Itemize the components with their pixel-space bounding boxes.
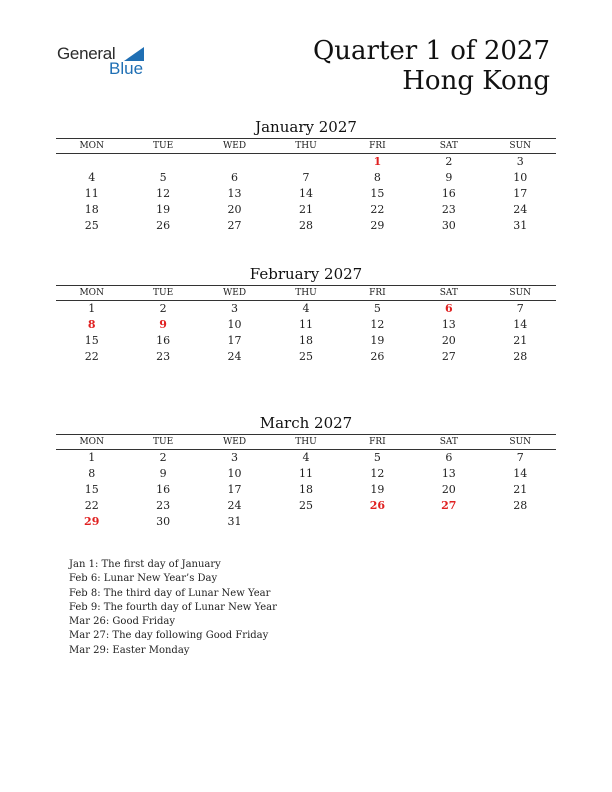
day-cell: 12 <box>370 318 385 331</box>
weekday-label: TUE <box>153 437 174 447</box>
day-cell <box>270 514 341 530</box>
holiday-day-cell: 6 <box>444 302 453 315</box>
week-row <box>56 317 556 333</box>
day-cell: 22 <box>84 499 99 512</box>
region-title: Hong Kong <box>402 66 550 96</box>
day-cell: 15 <box>84 483 99 496</box>
weekday-label: SAT <box>439 437 458 447</box>
day-cell: 4 <box>88 171 96 184</box>
logo-text-general: General <box>57 44 116 63</box>
day-cell: 7 <box>516 451 524 464</box>
weekday-label: THU <box>295 288 317 298</box>
weekday-label: FRI <box>369 437 386 447</box>
page-title <box>313 36 550 96</box>
weekday-label: SUN <box>509 437 532 447</box>
day-cell: 2 <box>445 155 453 168</box>
day-cell: 31 <box>227 515 242 528</box>
day-cell: 25 <box>298 350 313 363</box>
day-cell <box>199 154 270 170</box>
day-cell: 7 <box>516 302 524 315</box>
day-cell: 16 <box>441 187 456 200</box>
day-cell <box>56 154 127 170</box>
day-cell: 16 <box>156 334 171 347</box>
weekday-label: MON <box>79 288 104 298</box>
day-cell: 24 <box>227 499 242 512</box>
month-title: February 2027 <box>249 265 363 283</box>
weekday-label: WED <box>223 437 247 447</box>
month-march <box>56 413 556 530</box>
month-title: March 2027 <box>259 414 353 432</box>
weekday-label: THU <box>295 141 317 151</box>
day-cell: 12 <box>370 467 385 480</box>
day-cell: 13 <box>227 187 242 200</box>
holiday-day-cell: 9 <box>159 318 167 331</box>
weekday-label: SAT <box>439 288 458 298</box>
week-row <box>56 514 556 530</box>
day-cell: 6 <box>231 171 239 184</box>
holiday-day-cell: 26 <box>369 499 386 512</box>
day-cell: 21 <box>513 483 528 496</box>
day-cell: 2 <box>159 451 167 464</box>
day-cell: 3 <box>231 302 239 315</box>
day-cell: 12 <box>156 187 171 200</box>
week-row <box>56 466 556 482</box>
day-cell: 11 <box>84 187 99 200</box>
day-cell: 10 <box>227 318 242 331</box>
day-cell: 15 <box>370 187 385 200</box>
weekday-label: TUE <box>153 141 174 151</box>
day-cell: 24 <box>227 350 242 363</box>
weekday-label: SAT <box>439 141 458 151</box>
day-cell: 3 <box>231 451 239 464</box>
day-cell <box>127 154 198 170</box>
day-cell: 21 <box>298 203 313 216</box>
day-cell: 28 <box>513 350 528 363</box>
day-cell: 19 <box>370 483 385 496</box>
week-row <box>56 333 556 349</box>
month-title: January 2027 <box>255 118 357 136</box>
day-cell: 23 <box>156 350 171 363</box>
day-cell: 13 <box>441 318 456 331</box>
weekday-label: WED <box>223 141 247 151</box>
week-row <box>56 154 556 170</box>
holiday-note: Mar 27: The day following Good Friday <box>69 630 269 642</box>
day-cell: 4 <box>302 451 310 464</box>
week-row <box>56 349 556 365</box>
day-cell <box>342 514 413 530</box>
day-cell: 15 <box>84 334 99 347</box>
week-row <box>56 498 556 514</box>
week-row <box>56 218 556 234</box>
day-cell: 20 <box>227 203 242 216</box>
weekday-label: WED <box>223 288 247 298</box>
holiday-day-cell: 29 <box>84 515 100 528</box>
day-cell: 5 <box>159 171 167 184</box>
day-cell: 31 <box>513 219 528 232</box>
week-row <box>56 450 556 466</box>
day-cell <box>485 514 556 530</box>
weekday-label: SUN <box>509 141 532 151</box>
day-cell <box>270 154 341 170</box>
weekday-header <box>56 434 556 450</box>
week-row <box>56 186 556 202</box>
day-cell: 7 <box>302 171 310 184</box>
holiday-day-cell: 27 <box>441 499 457 512</box>
month-february <box>56 264 556 365</box>
day-cell: 13 <box>441 467 456 480</box>
day-cell: 3 <box>516 155 524 168</box>
day-cell: 14 <box>298 187 313 200</box>
day-cell: 17 <box>227 334 242 347</box>
day-cell: 11 <box>298 318 313 331</box>
holiday-note: Mar 26: Good Friday <box>69 616 175 628</box>
day-cell: 28 <box>298 219 313 232</box>
week-row <box>56 301 556 317</box>
holiday-day-cell: 8 <box>87 318 96 331</box>
holiday-day-cell: 1 <box>373 155 382 168</box>
day-cell: 23 <box>156 499 171 512</box>
day-cell: 10 <box>227 467 242 480</box>
day-cell: 18 <box>298 483 313 496</box>
day-cell: 19 <box>370 334 385 347</box>
day-cell: 18 <box>84 203 99 216</box>
day-cell: 1 <box>88 302 96 315</box>
day-cell: 11 <box>298 467 313 480</box>
day-cell: 25 <box>298 499 313 512</box>
holiday-note: Feb 9: The fourth day of Lunar New Year <box>69 601 277 613</box>
day-cell: 16 <box>156 483 171 496</box>
day-cell: 20 <box>441 483 456 496</box>
weekday-label: SUN <box>509 288 532 298</box>
day-cell: 9 <box>445 171 453 184</box>
day-cell: 23 <box>441 203 456 216</box>
day-cell: 29 <box>370 219 385 232</box>
day-cell: 6 <box>445 451 453 464</box>
week-row <box>56 170 556 186</box>
day-cell: 9 <box>159 467 167 480</box>
day-cell <box>413 514 484 530</box>
day-cell: 24 <box>513 203 528 216</box>
day-cell: 25 <box>84 219 99 232</box>
week-row <box>56 202 556 218</box>
day-cell: 22 <box>370 203 385 216</box>
day-cell: 26 <box>370 350 385 363</box>
day-cell: 14 <box>513 467 528 480</box>
day-cell: 2 <box>159 302 167 315</box>
day-cell: 18 <box>298 334 313 347</box>
generalblue-logo <box>57 44 157 84</box>
day-cell: 22 <box>84 350 99 363</box>
holiday-note: Feb 6: Lunar New Year’s Day <box>69 573 218 585</box>
holiday-note: Jan 1: The first day of January <box>69 559 221 570</box>
weekday-label: FRI <box>369 288 386 298</box>
day-cell: 28 <box>513 499 528 512</box>
day-cell: 8 <box>88 467 96 480</box>
weekday-label: MON <box>79 141 104 151</box>
weekday-label: TUE <box>153 288 174 298</box>
weekday-label: MON <box>79 437 104 447</box>
day-cell: 19 <box>156 203 171 216</box>
holiday-notes <box>69 558 277 658</box>
day-cell: 17 <box>513 187 528 200</box>
day-cell: 1 <box>88 451 96 464</box>
quarter-title: Quarter 1 of 2027 <box>312 36 550 66</box>
day-cell: 27 <box>441 350 456 363</box>
weekday-label: FRI <box>369 141 386 151</box>
day-cell: 20 <box>441 334 456 347</box>
weekday-header <box>56 138 556 154</box>
day-cell: 30 <box>441 219 456 232</box>
weekday-header <box>56 285 556 301</box>
day-cell: 30 <box>156 515 171 528</box>
weekday-label: THU <box>295 437 317 447</box>
day-cell: 4 <box>302 302 310 315</box>
day-cell: 8 <box>373 171 381 184</box>
logo-text-blue: Blue <box>109 59 144 78</box>
day-cell: 17 <box>227 483 242 496</box>
day-cell: 21 <box>513 334 528 347</box>
day-cell: 5 <box>373 451 381 464</box>
day-cell: 5 <box>373 302 381 315</box>
day-cell: 10 <box>513 171 528 184</box>
day-cell: 14 <box>513 318 528 331</box>
month-january <box>56 117 556 234</box>
holiday-note: Mar 29: Easter Monday <box>69 644 190 656</box>
holiday-note: Feb 8: The third day of Lunar New Year <box>69 587 271 599</box>
day-cell: 27 <box>227 219 242 232</box>
week-row <box>56 482 556 498</box>
day-cell: 26 <box>156 219 171 232</box>
